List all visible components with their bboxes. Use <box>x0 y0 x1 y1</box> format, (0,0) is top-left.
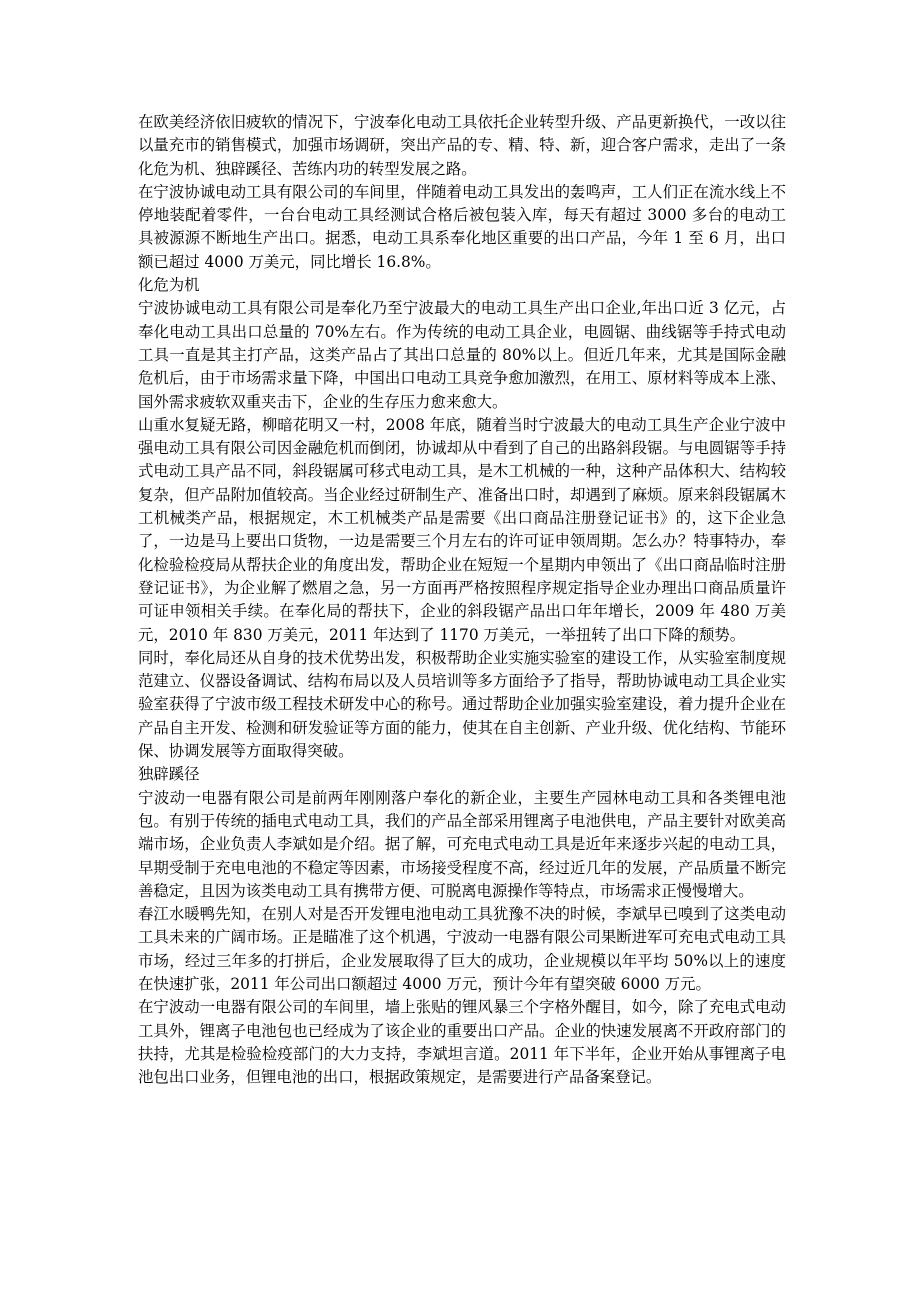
paragraph-laboratory: 同时，奉化局还从自身的技术优势出发，积极帮助企业实施实验室的建设工作，从实验室制度规范建立、仪器设备调试、结构布局以及人员培训等多方面给予了指导，帮助协诚电动工具企业实验室获得了宁波市级工程技术研发中心的称号。通过帮助企业加强实验室建设，着力提升企业在产品自主开发、检测和研发验证等方面的能力，使其在自主创新、产业升级、优化结构、节能环保、协调发展等方面取得突破。 <box>138 648 786 761</box>
paragraph-xieduanju: 山重水复疑无路，柳暗花明又一村，2008 年底，随着当时宁波最大的电动工具生产企业宁波中强电动工具有限公司因金融危机而倒闭，协诚却从中看到了自己的出路斜段锯。与电圆锯等手持式电动工具产品不同，斜段锯属可移式电动工具，是木工机械的一种，这种产品体积大、结构较复杂，但产品附加值较高。当企业经过研制生产、准备出口时，却遇到了麻烦。原来斜段锯属木工机械类产品，根据规定，木工机械类产品是需要《出口商品注册登记证书》的，这下企业急了，一边是马上要出口货物，一边是需要三个月左右的许可证申领周期。怎么办？特事特办，奉化检验检疫局从帮扶企业的角度出发，帮助企业在短短一个星期内申领出了《出口商品临时注册登记证书》，为企业解了燃眉之急，另一方面再严格按照程序规定指导企业办理出口商品质量许可证申领相关手续。在奉化局的帮扶下，企业的斜段锯产品出口年年增长，2009 年 480 万美元，2010 年 830 万美元，2011 年达到了 1170 万美元，一举扭转了出口下降的颓势。 <box>138 415 786 644</box>
paragraph-lithium-market: 春江水暖鸭先知，在别人对是否开发锂电池电动工具犹豫不决的时候，李斌早已嗅到了这类电动工具未来的广阔市场。正是瞄准了这个机遇，宁波动一电器有限公司果断进军可充电式电动工具市场，经过三年多的打拼后，企业发展取得了巨大的成功，企业规模以年平均 50%以上的速度在快速扩张，2011 年公司出口额超过 4000 万元，预计今年有望突破 6000 万元。 <box>138 905 786 993</box>
paragraph-intro: 在欧美经济依旧疲软的情况下，宁波奉化电动工具依托企业转型升级、产品更新换代，一改以往以量充市的销售模式，加强市场调研，突出产品的专、精、特、新，迎合客户需求，走出了一条化危为机、独辟蹊径、苦练内功的转型发展之路。 <box>138 113 786 178</box>
paragraph-xiecheng-company: 宁波协诚电动工具有限公司是奉化乃至宁波最大的电动工具生产出口企业,年出口近 3 亿元，占奉化电动工具出口总量的 70%左右。作为传统的电动工具企业，电圆锯、曲线锯等手持式电动工具一直是其主打产品，这类产品占了其出口总量的 80%以上。但近几年来，尤其是国际金融危机后，由于市场需求量下降，中国出口电动工具竞争愈加激烈，在用工、原材料等成本上涨、国外需求疲软双重夹击下，企业的生存压力愈来愈大。 <box>138 299 786 411</box>
section-heading-dupi-xijing: 独辟蹊径 <box>138 765 200 784</box>
paragraph-xiecheng-workshop: 在宁波协诚电动工具有限公司的车间里，伴随着电动工具发出的轰鸣声，工人们正在流水线上不停地装配着零件，一台台电动工具经测试合格后被包装入库，每天有超过 3000 多台的电动工具被源源不断地生产出口。据悉，电动工具系奉化地区重要的出口产品，今年 1 至 6 月，出口额已超过 4000 万美元，同比增长 16.8%。 <box>138 182 786 271</box>
paragraph-dongyi-company: 宁波动一电器有限公司是前两年刚刚落户奉化的新企业，主要生产园林电动工具和各类锂电池包。有别于传统的插电式电动工具，我们的产品全部采用锂离子电池供电，产品主要针对欧美高端市场，企业负责人李斌如是介绍。据了解，可充电式电动工具是近年来逐步兴起的电动工具，早期受制于充电电池的不稳定等因素，市场接受程度不高，经过近几年的发展，产品质量不断完善稳定，且因为该类电动工具有携带方便、可脱离电源操作等特点，市场需求正慢慢增大。 <box>138 788 786 900</box>
document-body <box>138 111 786 1089</box>
section-heading-huawei-weiji: 化危为机 <box>138 276 200 295</box>
paragraph-dongyi-workshop: 在宁波动一电器有限公司的车间里，墙上张贴的锂风暴三个字格外醒目，如今，除了充电式电动工具外，锂离子电池包也已经成为了该企业的重要出口产品。企业的快速发展离不开政府部门的扶持，尤其是检验检疫部门的大力支持，李斌坦言道。2011 年下半年，企业开始从事锂离子电池包出口业务，但锂电池的出口，根据政策规定，是需要进行产品备案登记。 <box>138 998 786 1087</box>
